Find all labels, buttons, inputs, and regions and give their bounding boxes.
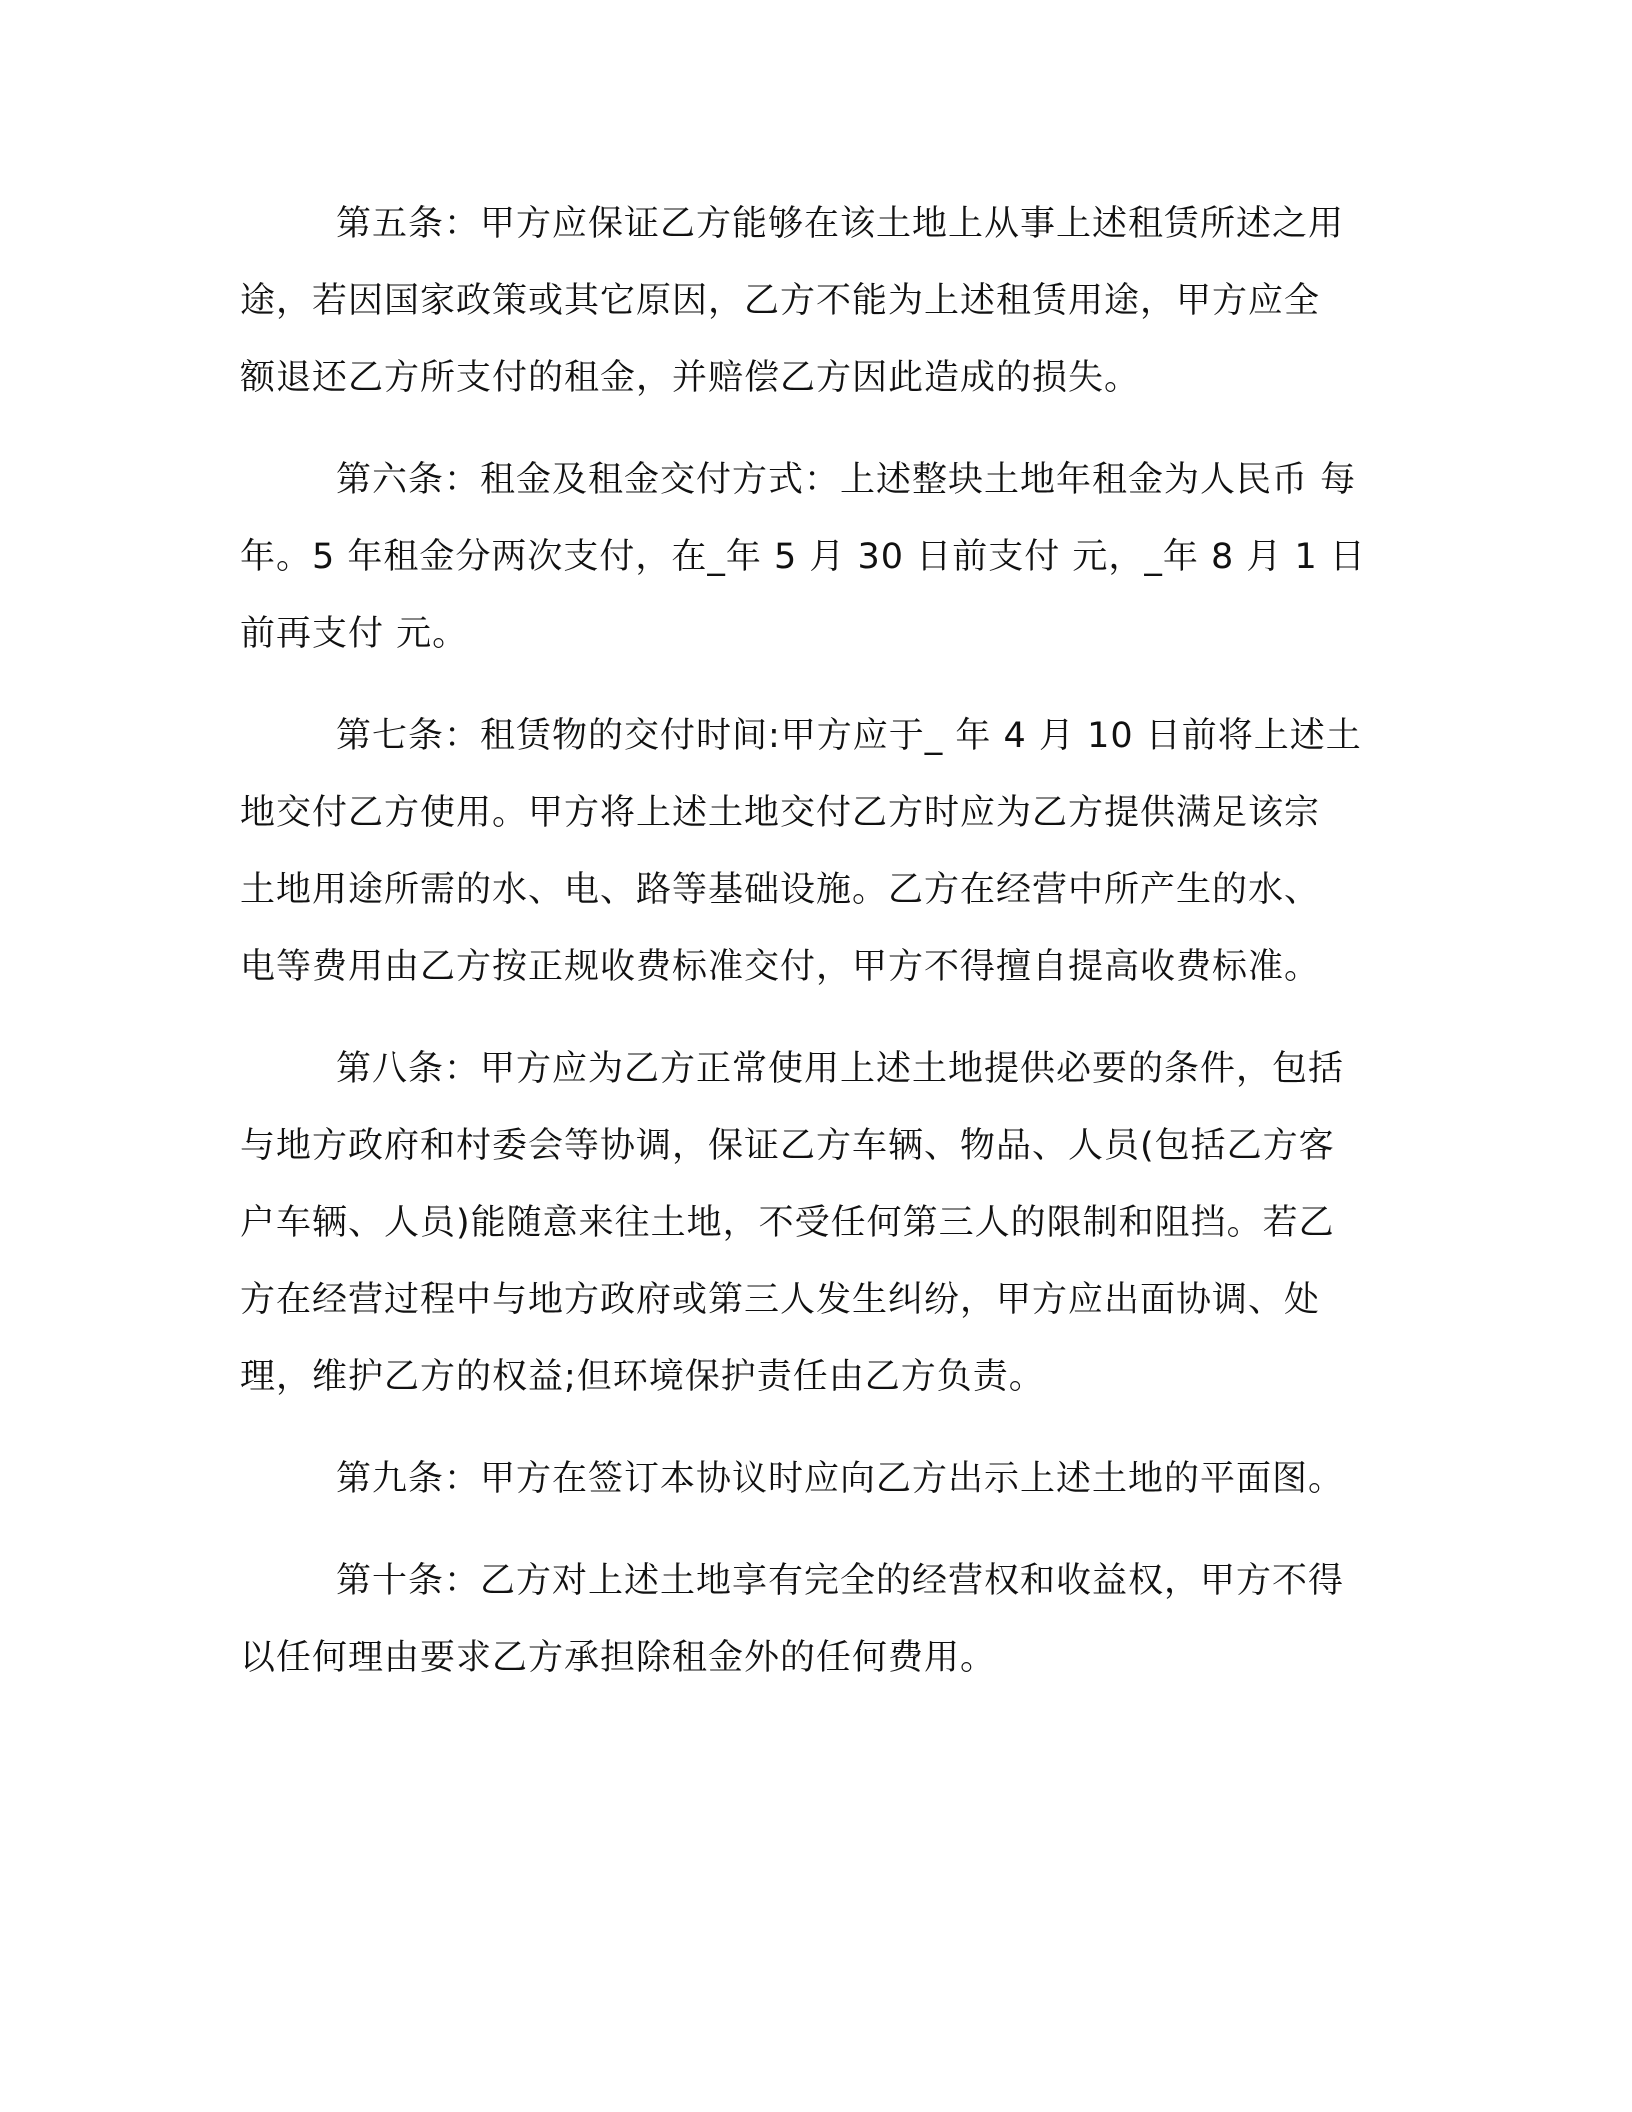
article-5 (240, 186, 1398, 417)
article-8-line-2: 与地方政府和村委会等协调，保证乙方车辆、物品、人员(包括乙方客 (240, 1126, 1335, 1166)
article-10 (240, 1543, 1398, 1697)
article-8-line-5: 理，维护乙方的权益;但环境保护责任由乙方负责。 (240, 1357, 1045, 1397)
article-6-line-1: 第六条：租金及租金交付方式：上述整块土地年租金为人民币 每 (336, 460, 1357, 500)
document-body (240, 186, 1398, 1722)
article-8-line-1: 第八条：甲方应为乙方正常使用上述土地提供必要的条件，包括 (336, 1049, 1345, 1089)
article-7-line-2: 地交付乙方使用。甲方将上述土地交付乙方时应为乙方提供满足该宗 (240, 793, 1321, 833)
article-5-line-1: 第五条：甲方应保证乙方能够在该土地上从事上述租赁所述之用 (336, 204, 1345, 244)
article-10-line-1: 第十条：乙方对上述土地享有完全的经营权和收益权，甲方不得 (336, 1561, 1345, 1601)
article-7-line-1: 第七条：租赁物的交付时间:甲方应于_ 年 4 月 10 日前将上述土 (336, 716, 1362, 756)
article-8-line-3: 户车辆、人员)能随意来往土地，不受任何第三人的限制和阻挡。若乙 (240, 1203, 1335, 1243)
article-5-line-2: 途，若因国家政策或其它原因，乙方不能为上述租赁用途，甲方应全 (240, 281, 1321, 321)
article-8 (240, 1031, 1398, 1416)
article-7-line-4: 电等费用由乙方按正规收费标准交付，甲方不得擅自提高收费标准。 (240, 947, 1321, 987)
article-9 (240, 1441, 1398, 1518)
article-9-line-1: 第九条：甲方在签订本协议时应向乙方出示上述土地的平面图。 (336, 1459, 1345, 1499)
article-6-line-2: 年。5 年租金分两次支付，在_年 5 月 30 日前支付 元，_年 8 月 1 日 (240, 537, 1366, 577)
article-6-line-3: 前再支付 元。 (240, 614, 469, 654)
article-8-line-4: 方在经营过程中与地方政府或第三人发生纠纷，甲方应出面协调、处 (240, 1280, 1321, 1320)
article-6 (240, 442, 1398, 673)
article-7-line-3: 土地用途所需的水、电、路等基础设施。乙方在经营中所产生的水、 (240, 870, 1321, 910)
article-7 (240, 698, 1398, 1006)
article-5-line-3: 额退还乙方所支付的租金，并赔偿乙方因此造成的损失。 (240, 358, 1141, 398)
article-10-line-2: 以任何理由要求乙方承担除租金外的任何费用。 (240, 1638, 997, 1678)
